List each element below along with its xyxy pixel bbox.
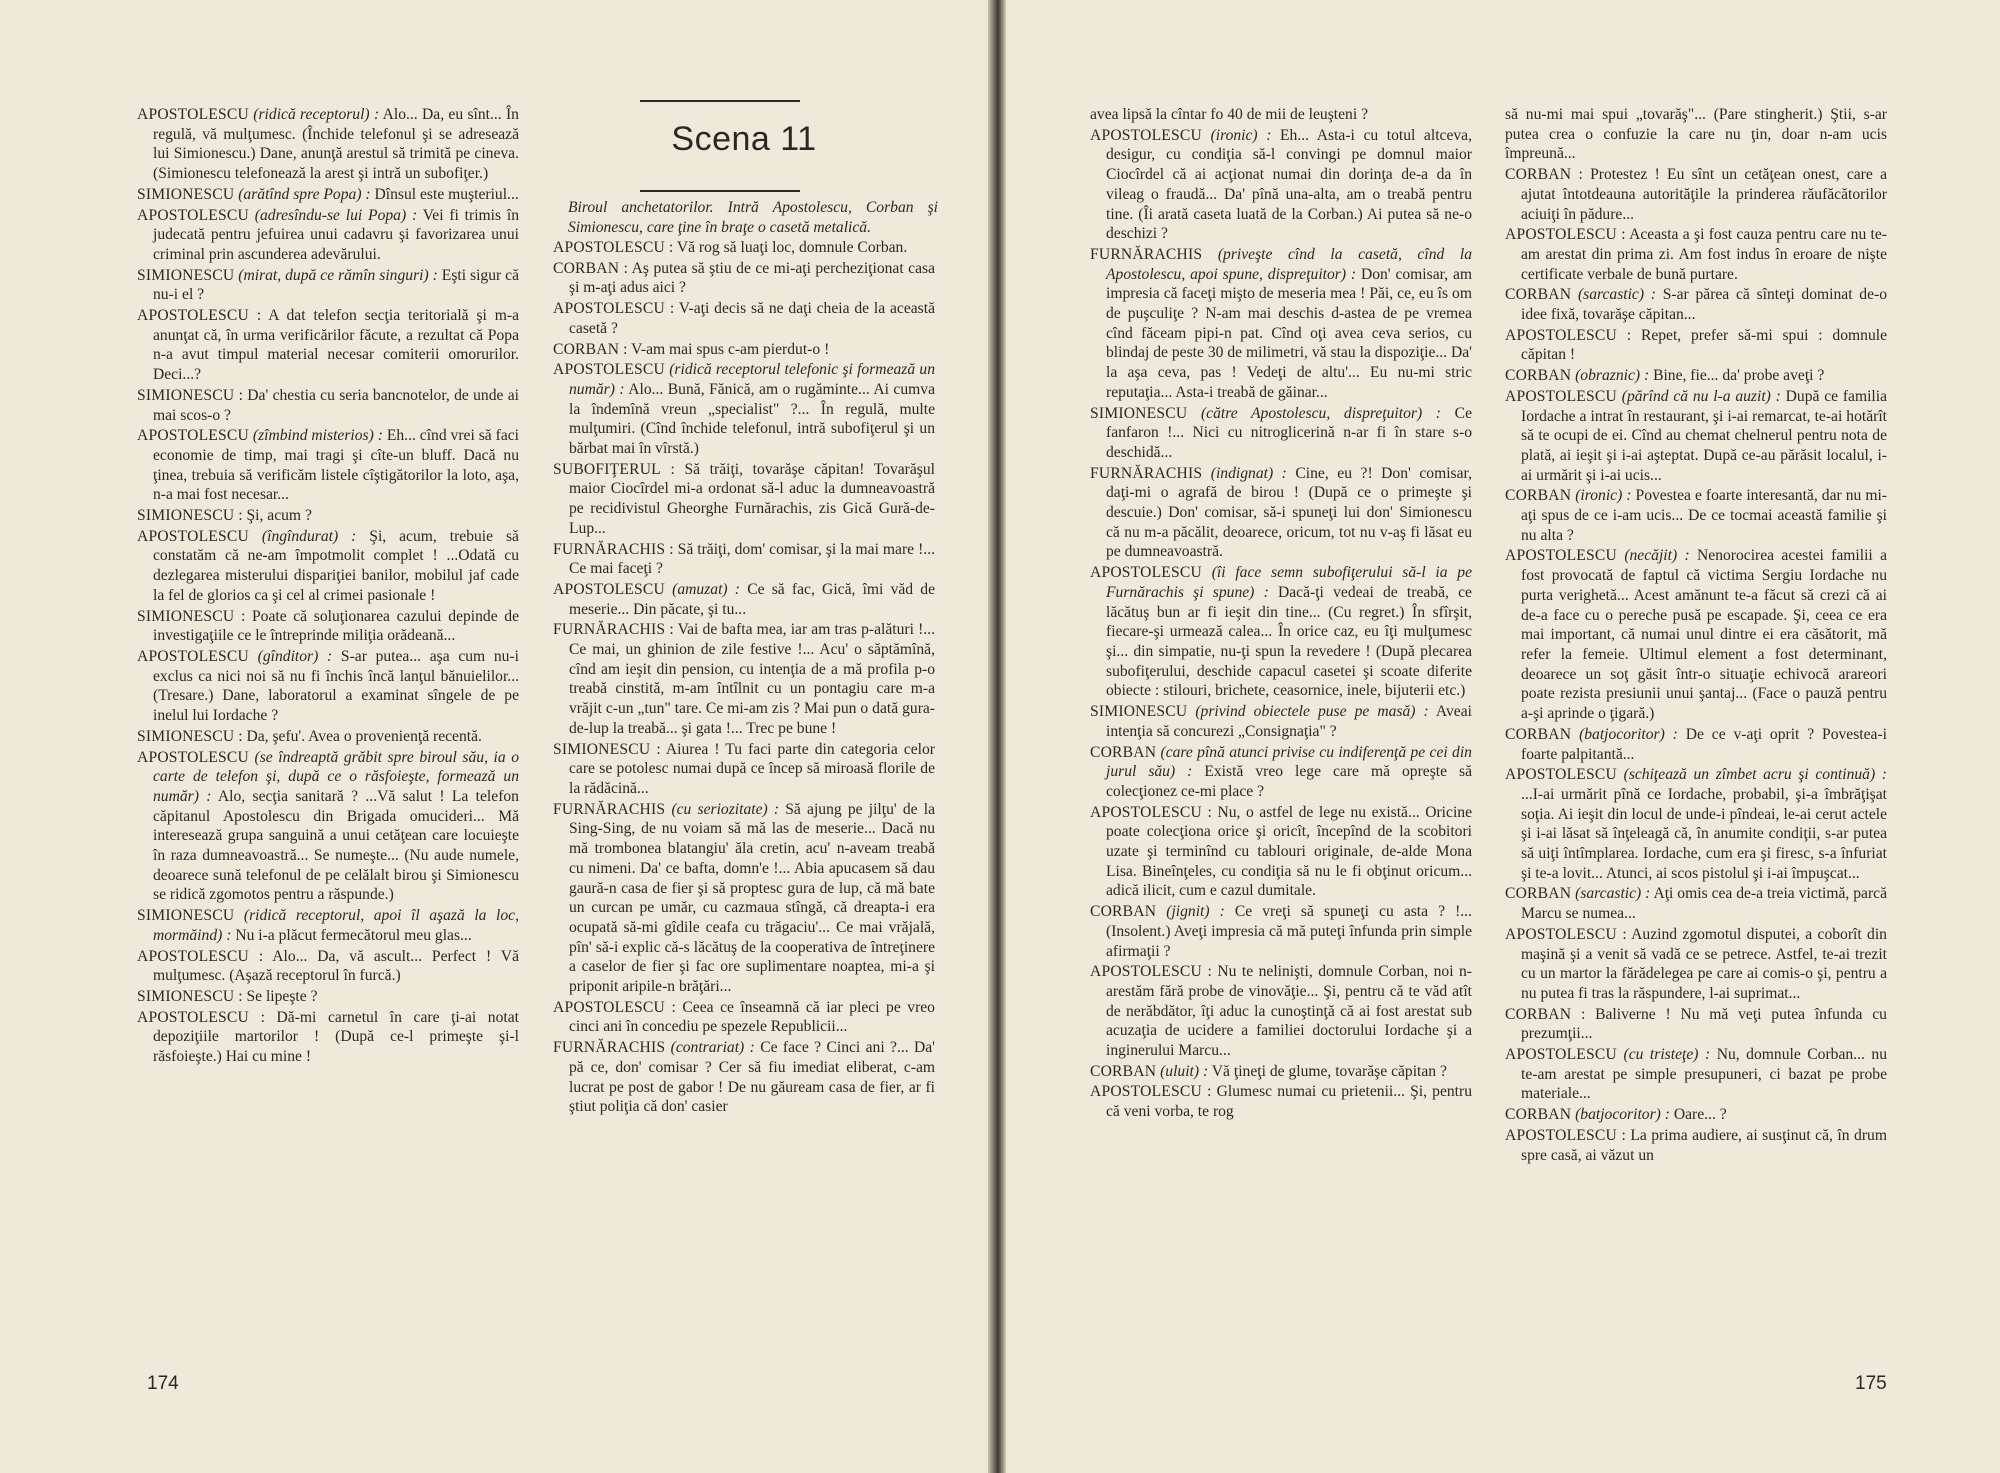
dialogue-text: Poate că soluţionarea cazului depinde de investigaţiile ce le întreprinde miliţia orădeană... <box>153 607 519 645</box>
dialogue-line <box>137 647 519 726</box>
dialogue-text: Ceea ce înseamnă că iar pleci pe vreo cinci ani în concediu pe spezele Republicii... <box>569 998 935 1036</box>
dialogue-text: Alo... Da, vă ascult... Perfect ! Vă mulţumesc. (Aşază receptorul în furcă.) <box>153 947 519 985</box>
dialogue-line <box>1505 326 1887 365</box>
speaker-name: SIMIONESCU <box>137 987 235 1005</box>
dialogue-text: De ce v-aţi oprit ? Povestea-i foarte palpitantă... <box>1521 725 1887 763</box>
dialogue-line <box>553 998 935 1037</box>
stage-direction: (ironic) : <box>1575 487 1632 505</box>
dialogue-line <box>553 800 935 997</box>
right-column-1 <box>1090 105 1472 1365</box>
dialogue-text: Alo... Bună, Fănică, am o rugăminte... Ai cumva la îndemînă vreun „specialist" ?... În regulă, multe mulţumiri. (Cînd închide telefonul, intră subofiţerul şi un bărbat mai în vîrstă.) <box>569 380 935 458</box>
speaker-name: CORBAN <box>1090 743 1157 761</box>
stage-direction: (ridică receptorul telefonic şi formează un număr) : <box>569 361 935 398</box>
stage-direction: (ironic) : <box>1210 126 1272 144</box>
speaker-name: APOSTOLESCU <box>1505 925 1617 943</box>
dialogue-text: Vei fi trimis în judecată pentru jefuirea unui cadavru şi favorizarea unui criminal prin ascunderea adevărului. <box>153 206 519 263</box>
speaker-name: APOSTOLESCU <box>1505 326 1617 344</box>
speaker-name: APOSTOLESCU <box>553 998 665 1016</box>
stage-direction: (obraznic) : <box>1575 367 1650 385</box>
dialogue-text: Oare... ? <box>1673 1106 1727 1124</box>
stage-direction: (necăjit) : <box>1624 547 1690 565</box>
dialogue-line <box>1090 1062 1472 1082</box>
stage-direction: : <box>1207 803 1212 821</box>
stage-direction: : <box>670 460 675 478</box>
dialogue-text: Glumesc numai cu prietenii... Şi, pentru că veni vorba, te rog <box>1106 1083 1472 1121</box>
dialogue-text: Eh... Asta-i cu totul altceva, desigur, cu condiţia să-l convingi pe domnul maior Ciocîrdel că ai acţionat numai din dorinţa de-a da în vileag o fraudă... Da' pînă una-alta, am o treabă pentru tine. (Îi arată caseta luată de la Corban.) Ai putea să ne-o deschizi ? <box>1106 126 1472 243</box>
dialogue-text: Cine, eu ?! Don' comisar, daţi-mi o agrafă de birou ! (După ce o primeşte şi descuie.) Don' comisar, să-i spuneţi lui don' Simionescu că nu m-a păcălit, deoarece, oricum, tot nu v-aş fi lăsat eu pe dumneavoastră. <box>1106 464 1472 561</box>
speaker-name: CORBAN <box>1090 1062 1157 1080</box>
dialogue-text: Aceasta a şi fost cauza pentru care nu te-am arestat din prima zi. Am fost indus în eroare de nişte certificate verbale de bună purtare. <box>1521 226 1887 283</box>
dialogue-text: Eşti sigur că nu-i el ? <box>153 266 519 304</box>
stage-direction: (gînditor) : <box>257 647 333 665</box>
stage-direction: (ridică receptorul) : <box>253 106 380 123</box>
dialogue-text: Şi, acum ? <box>246 507 312 525</box>
stage-direction: : <box>1207 1083 1212 1101</box>
stage-direction: (ridică receptorul, apoi îl aşază la loc, mormăind) : <box>153 907 519 944</box>
dialogue-line <box>137 1008 519 1067</box>
dialogue-line <box>1090 563 1472 701</box>
stage-direction: (îi face semn subofiţerului să-l ia pe Furnărachis şi spune) : <box>1106 564 1472 601</box>
dialogue-line <box>553 259 935 298</box>
stage-direction: (cu seriozitate) : <box>671 800 780 818</box>
dialogue-text: S-ar părea că sînteţi dominat de-o idee fixă, tovarăşe căpitan... <box>1521 286 1887 324</box>
stage-direction: : <box>623 259 629 277</box>
speaker-name: CORBAN <box>1505 725 1572 743</box>
speaker-name: APOSTOLESCU <box>137 947 249 965</box>
dialogue-text: Se lipeşte ? <box>246 987 318 1005</box>
dialogue-text: Nu te nelinişti, domnule Corban, noi n-arestăm fără probe de vinovăţie... Şi, pentru că te văd atît de nerăbdător, îţi aduc la cunoştinţă că ai fost arestat sub acuzaţia de ucidere a familiei doctorului Iordache şi a inginerului Marcu... <box>1106 963 1472 1060</box>
dialogue-text: După ce familia Iordache a intrat în restaurant, şi i-ai remarcat, te-ai hotărît să te ocupi de ei. Cînd au chemat chelnerul pentru nota de plată, ai ieşit şi i-ai aşteptat. După ce-au părăsit localul, i-ai urmărit şi i-ai ucis... <box>1521 387 1887 484</box>
speaker-name: APOSTOLESCU <box>137 1008 249 1026</box>
dialogue-line <box>137 987 519 1007</box>
dialogue-line <box>1090 962 1472 1061</box>
speaker-name: CORBAN <box>1505 367 1572 385</box>
stage-direction: (uluit) : <box>1160 1062 1209 1080</box>
dialogue-text: Ce vreţi să spuneţi cu asta ? !... (Insolent.) Aveţi impresia că mă puteţi înfunda prin simple afirmaţii ? <box>1106 903 1472 960</box>
right-column-2 <box>1505 105 1887 1365</box>
dialogue-text: Nu, domnule Corban... nu te-am arestat pe simple presupuneri, ci bazat pe probe materiale... <box>1521 1046 1887 1103</box>
dialogue-line <box>137 506 519 526</box>
stage-direction: : <box>669 540 674 558</box>
dialogue-line <box>1090 902 1472 961</box>
speaker-name: CORBAN <box>1505 1005 1572 1023</box>
dialogue-line <box>1090 803 1472 902</box>
stage-direction: : <box>671 998 676 1016</box>
dialogue-text: Da' chestia cu seria bancnotelor, de unde ai mai scos-o ? <box>153 386 519 424</box>
dialogue-line <box>553 340 935 360</box>
dialogue-line <box>1505 1005 1887 1044</box>
dialogue-line <box>137 206 519 265</box>
stage-direction: : <box>240 607 246 625</box>
speaker-name: APOSTOLESCU <box>1505 1126 1617 1144</box>
stage-direction: : <box>256 307 262 325</box>
speaker-name: FURNĂRACHIS <box>553 800 666 818</box>
page-number-right: 175 <box>1855 1373 1887 1394</box>
dialogue-text: Alo... Da, eu sînt... În regulă, vă mulţumesc. (Închide telefonul şi se adresează lui Simionescu.) Dane, anunţă arestul să trimită pe cineva. (Simionescu telefonează la arest şi intră un subofiţer.) <box>153 106 519 183</box>
dialogue-text: Să ajung pe jilţu' de la Sing-Sing, de nu voiam să mă las de meserie... Dacă nu mă trombonea blatangiu' ăla cretin, acu' n-aveam treabă cu nimeni. Da' ce bafta, domn'e !... Abia apucasem să dau gaură-n casa de fier şi să proptesc gura de lup, că mă bate un curcan pe umăr, cu cazmaua stîngă, că dreapta-i era ocupată să-mi gîdile ceafa cu trăgaciu'... Ce mai vrăjală, pîn' să-i explic că-s lăcătuş de la cooperativa de întreţinere a caselor de fier şi fac ore suplimentare noaptea, mi-a şi priponit aripile-n brăţări... <box>569 800 935 996</box>
dialogue-text: Ce face ? Cinci ani ?... Da' pă ce, don' comisar ? Cer să fiu imediat eliberat, c-am lucrat pe post de gabor ! De nu găuream casa de fier, ar fi ştiut poliţia că don' casier <box>569 1039 935 1116</box>
speaker-name: FURNĂRACHIS <box>553 1039 666 1057</box>
dialogue-line <box>137 185 519 205</box>
speaker-name: APOSTOLESCU <box>137 748 249 766</box>
dialogue-line <box>137 906 519 945</box>
stage-direction: : <box>1578 166 1583 184</box>
stage-direction: (indignat) : <box>1210 464 1287 482</box>
dialogue-line <box>1505 225 1887 284</box>
stage-direction: : <box>669 621 674 639</box>
dialogue-line <box>137 527 519 606</box>
dialogue-text: Dă-mi carnetul în care ţi-ai notat depoziţiile martorilor ! (După ce-l primeşte şi-l răsfoieşte.) Hai cu mine ! <box>153 1008 519 1066</box>
dialogue-line <box>553 540 935 579</box>
dialogue-text: Nu, o astfel de lege nu există... Oricine poate colecţiona orice şi oricît, începînd de la scobitori uzate şi terminînd cu tablouri originale, de-alde Mona Lisa. Bineînţeles, cu condiţia să nu le fi obţinut oricum... adică ilicit, cum e cazul dumitale. <box>1106 803 1472 900</box>
dialogue-line <box>137 607 519 646</box>
speaker-name: SIMIONESCU <box>1090 404 1188 422</box>
dialogue-text: Să trăiţi, dom' comisar, şi la mai mare !... Ce mai faceţi ? <box>569 540 935 578</box>
stage-direction: (îngîndurat) : <box>261 527 357 545</box>
stage-direction: : <box>1626 326 1632 344</box>
stage-direction: (zîmbind misterios) : <box>252 427 383 445</box>
stage-direction: (cu tristeţe) : <box>1623 1046 1711 1064</box>
speaker-name: SIMIONESCU <box>137 386 235 404</box>
dialogue-line <box>1505 387 1887 486</box>
dialogue-text: Vă ţineţi de glume, tovarăşe căpitan ? <box>1211 1062 1447 1080</box>
dialogue-line <box>553 620 935 738</box>
stage-direction: : <box>1207 963 1212 981</box>
dialogue-text: V-am mai spus c-am pierdut-o ! <box>631 340 830 358</box>
dialogue-text: Aţi omis cea de-a treia victimă, parcă Marcu se numea... <box>1521 885 1887 923</box>
dialogue-line <box>1090 702 1472 741</box>
speaker-name: APOSTOLESCU <box>137 427 249 445</box>
speaker-name: APOSTOLESCU <box>137 106 249 123</box>
dialogue-text: Dacă-ţi vedeai de treabă, ce lăcătuş bun ar fi ieşit din tine... (Cu regret.) În sfîrşit, fiecare-şi urmează calea... În orice caz, eu îţi mulţumesc şi... din simpatie, nu-ţi spun la revedere ! (După plecarea subofiţerului, deschide capacul casetei şi scoate diferite obiecte : stilouri, brichete, ceasornice, inele, bijuterii etc.) <box>1106 583 1472 700</box>
speaker-name: SIMIONESCU <box>137 607 235 625</box>
stage-direction: : <box>260 1008 265 1026</box>
speaker-name: APOSTOLESCU <box>1090 963 1202 981</box>
speaker-name: FURNĂRACHIS <box>1090 245 1203 263</box>
dialogue-text: A dat telefon secţia teritorială şi m-a anunţat că, în urma verificărilor făcute, a rezultat că Popa n-a avut timpul material necesar comiterii omorurilor. Deci...? <box>153 307 519 384</box>
dialogue-text: Baliverne ! Nu mă veţi putea înfunda cu prezumţii... <box>1521 1005 1887 1043</box>
page-number-left: 174 <box>147 1373 179 1394</box>
dialogue-text: Aş putea să ştiu de ce mi-aţi percheziţionat casa şi m-aţi adus aici ? <box>569 259 935 297</box>
dialogue-line <box>553 1038 935 1117</box>
stage-direction: (părînd că nu l-a auzit) : <box>1621 387 1781 405</box>
stage-direction: (arătînd spre Popa) : <box>238 185 371 203</box>
dialogue-line <box>137 306 519 385</box>
dialogue-text: Aiurea ! Tu faci parte din categoria celor care se potolesc numai după ce încep să miroasă florile de la rădăcină... <box>569 740 935 797</box>
speaker-name: APOSTOLESCU <box>1090 126 1202 144</box>
dialogue-text: Dînsul este muşteriul... <box>374 185 519 203</box>
dialogue-text: Da, şefu'. Avea o provenienţă recentă. <box>246 727 482 745</box>
speaker-name: APOSTOLESCU <box>553 361 665 379</box>
stage-direction: (se îndreaptă grăbit spre biroul său, ia o carte de telefon şi, după ce o răsfoieşte, formează un număr) : <box>153 748 519 805</box>
dialogue-line <box>137 266 519 305</box>
speaker-name: SIMIONESCU <box>137 266 235 284</box>
dialogue-text: Bine, fie... da' probe aveţi ? <box>1653 367 1825 385</box>
stage-direction: : <box>258 947 264 965</box>
stage-direction: : <box>656 740 661 758</box>
dialogue-text: Eh... cînd vrei să faci economie de timp, mai tragi şi cîte-un bluff. Dacă nu ţinea, trebuia să verificăm listele cîştigătorilor la loto, aşa, n-a mai fost necesar... <box>153 427 519 504</box>
dialogue-line <box>1090 245 1472 403</box>
speaker-name: APOSTOLESCU <box>1090 1083 1202 1101</box>
speaker-name: APOSTOLESCU <box>1505 547 1617 565</box>
stage-direction: : <box>669 300 675 318</box>
dialogue-text: Protestez ! Eu sînt un cetăţean onest, care a ajutat întotdeauna autorităţile la prinderea răufăcătorilor aciuiţi în pădure... <box>1521 166 1887 223</box>
left-column-2 <box>553 238 935 1348</box>
dialogue-line <box>1505 884 1887 923</box>
speaker-name: SIMIONESCU <box>1090 703 1188 721</box>
book-gutter <box>988 0 1006 1473</box>
stage-direction: (care pînă atunci privise cu indiferenţă pe cei din jurul său) : <box>1106 743 1472 781</box>
speaker-name: APOSTOLESCU <box>1505 226 1617 244</box>
dialogue-line <box>1505 765 1887 883</box>
speaker-name: APOSTOLESCU <box>1505 766 1617 784</box>
dialogue-text: Povestea e foarte interesantă, dar nu mi-aţi spus de ce i-am ucis... De ce tocmai această familie şi nu alta ? <box>1521 487 1887 544</box>
speaker-name: SUBOFIŢERUL <box>553 460 661 478</box>
speaker-name: APOSTOLESCU <box>1505 1046 1617 1064</box>
dialogue-text: Există vreo lege care mă opreşte să colecţionez ce-mi place ? <box>1106 763 1472 800</box>
stage-direction: (schiţează un zîmbet acru şi continuă) : <box>1623 766 1887 784</box>
scene-setting: Biroul anchetatorilor. Intră Apostolescu, Corban şi Simionescu, care ţine în braţe o casetă metalică. <box>568 199 938 236</box>
stage-direction: (sarcastic) : <box>1577 286 1656 304</box>
scene-title: Scena 11 <box>671 120 817 158</box>
dialogue-text: Să trăiţi, tovarăşe căpitan! Tovarăşul maior Ciocîrdel mi-a ordonat să-l aduc la dumneavoastră pe recidivistul Gheorghe Furnărachis, zis Gică Gură-de-Lup... <box>569 460 935 537</box>
dialogue-text: să nu-mi mai spui „tovarăş"... (Pare stingherit.) Ştii, s-ar putea crea o confuzie la care nu ţin, doar n-am ucis împreună... <box>1505 106 1887 163</box>
speaker-name: CORBAN <box>1505 286 1572 304</box>
speaker-name: APOSTOLESCU <box>1090 803 1202 821</box>
dialogue-text: ...I-ai urmărit pînă ce Iordache, probabil, şi-a îmbrăţişat soţia. Ai ieşit din locul de unde-i pîndeai, le-ai cerut actele şi i-ai lăsat să înţeleagă că, în anumite condiţii, s-ar putea să uiţi întîmplarea. Iordache, cum era şi firesc, s-a înfuriat şi te-a lovit... Atunci, ai scos pistolul şi i-ai împuşcat... <box>1521 785 1887 882</box>
dialogue-line <box>137 105 519 184</box>
dialogue-text: La prima audiere, ai susţinut că, în drum spre casă, ai văzut un <box>1521 1126 1887 1164</box>
speaker-name: SIMIONESCU <box>137 507 235 525</box>
dialogue-line <box>1505 486 1887 545</box>
speaker-name: CORBAN <box>1505 1106 1572 1124</box>
speaker-name: FURNĂRACHIS <box>1090 464 1203 482</box>
speaker-name: SIMIONESCU <box>137 727 235 745</box>
dialogue-line <box>1090 126 1472 244</box>
dialogue-line <box>137 748 519 906</box>
dialogue-text: Ce să fac, Gică, îmi văd de meserie... Din păcate, şi tu... <box>569 580 935 618</box>
stage-direction: : <box>1621 226 1626 244</box>
dialogue-text: Auzind zgomotul disputei, a coborît din maşină şi a venit să vadă ce se petrece. Astfel, te-ai trezit cu un martor la fărădelegea pe care ai comis-o şi, pentru a nu putea fi tras la răspundere, l-ai suprimat... <box>1521 925 1887 1002</box>
stage-direction: : <box>623 340 628 358</box>
stage-direction: (amuzat) : <box>672 580 741 598</box>
dialogue-line <box>1505 725 1887 764</box>
stage-direction: (jignit) : <box>1166 903 1225 921</box>
dialogue-text: Vai de bafta mea, iar am tras p-alături !... Ce mai, un ghinion de zile festive !... Acu' o săptămînă, cînd am ieşit din pension, cu intenţia de a mă profila p-o treabă cinstită, m-am întîlnit cu un pontagiu care m-a vrăjit c-un „tun" tare. Ce mi-am zis ? Mai pun o dată gura-de-lup la treabă... şi gata !... Trec pe bune ! <box>569 621 935 737</box>
speaker-name: FURNĂRACHIS <box>553 621 666 639</box>
dialogue-line <box>553 740 935 799</box>
dialogue-text: avea lipsă la cîntar fo 40 de mii de leuşteni ? <box>1090 106 1368 123</box>
dialogue-line <box>1505 105 1887 164</box>
speaker-name: CORBAN <box>1505 487 1572 505</box>
speaker-name: CORBAN <box>1090 903 1157 921</box>
dialogue-text: Don' comisar, am impresia că faceţi mişto de meseria mea ! Păi, ce, eu îs om de puşculiţe ? N-am mai deschis d-astea de pe vremea cînd făceam pipi-n pat. Cînd oţi avea ceva serios, cu blindaj de peste 30 de milimetri, vă stau la dispoziţie... Da' la aşa ceva, pas ! Vedeţi de altu'... Eu nu-mi stric reputaţia... Asta-i treabă de găinar... <box>1106 265 1472 401</box>
dialogue-line <box>1505 1105 1887 1125</box>
stage-direction: (batjocoritor) : <box>1575 1106 1670 1124</box>
dialogue-text: S-ar putea... aşa cum nu-i exclus ca nici noi să nu fi închis încă lanţul bănuielilor... (Tresare.) Dane, laboratorul a examinat sîngele de pe inelul lui Iordache ? <box>153 647 519 725</box>
dialogue-line <box>1505 366 1887 386</box>
dialogue-text: Alo, secţia sanitară ? ...Vă salut ! La telefon căpitanul Apostolescu din Brigada omucideri... Mă interesează grupa sanguină a unui cetăţean care locuieşte în raza dumneavoastră... Se numeşte... (Nu aude numele, deoarece sună telefonul de pe celălalt birou şi Simionescu se ridică zgomotos pentru a răspunde.) <box>153 787 519 904</box>
scene-rule-top <box>640 100 800 102</box>
stage-direction: (sarcastic) : <box>1575 885 1651 903</box>
stage-direction: (adresîndu-se lui Popa) : <box>254 206 418 224</box>
dialogue-line <box>137 426 519 505</box>
dialogue-text: Vă rog să luaţi loc, domnule Corban. <box>676 239 908 256</box>
dialogue-line <box>1505 1045 1887 1104</box>
dialogue-line <box>1505 546 1887 723</box>
dialogue-text: Aveai intenţia să concurezi „Consignaţia" ? <box>1106 703 1472 740</box>
dialogue-line <box>553 460 935 539</box>
dialogue-text: V-aţi decis să ne daţi cheia de la această casetă ? <box>569 300 935 337</box>
dialogue-line <box>1505 165 1887 224</box>
dialogue-line <box>553 299 935 338</box>
dialogue-line <box>553 360 935 459</box>
speaker-name: APOSTOLESCU <box>137 527 249 545</box>
stage-direction: : <box>1622 925 1627 943</box>
speaker-name: CORBAN <box>553 340 620 358</box>
speaker-name: APOSTOLESCU <box>1505 387 1617 405</box>
dialogue-line <box>1090 105 1472 125</box>
stage-direction: (contrariat) : <box>670 1039 755 1057</box>
speaker-name: APOSTOLESCU <box>553 239 665 256</box>
stage-direction: (batjocoritor) : <box>1579 725 1678 743</box>
speaker-name: SIMIONESCU <box>137 907 235 925</box>
dialogue-line <box>137 386 519 425</box>
speaker-name: APOSTOLESCU <box>553 300 665 318</box>
stage-direction: (priveşte cînd la casetă, cînd la Apostolescu, apoi spune, dispreţuitor) : <box>1106 245 1472 283</box>
dialogue-line <box>553 580 935 619</box>
speaker-name: CORBAN <box>1505 885 1572 903</box>
dialogue-line <box>1090 404 1472 463</box>
dialogue-line <box>137 727 519 747</box>
dialogue-line <box>1090 743 1472 802</box>
stage-direction: : <box>1621 1126 1626 1144</box>
speaker-name: SIMIONESCU <box>553 740 651 758</box>
dialogue-text: Nenorocirea acestei familii a fost provocată de faptul că victima Sergiu Iordache nu purta verighetă... Acest amănunt te-a făcut să crezi că ai de-a face cu o pereche pusă pe escapade. Şi, ceea ce era mai important, că numai unul dintre ei era căsătorit, mă refer la femeie. Ultimul element a fost determinant, deoarece un soţ găsit într-o situaţie echivocă arareori poate rezista presiunii unui şantaj... (Face o pauză pentru a-şi aprinde o ţigară.) <box>1521 547 1887 723</box>
stage-direction: : <box>238 386 243 404</box>
dialogue-line <box>1090 1082 1472 1121</box>
dialogue-line <box>137 947 519 986</box>
stage-direction: (către Apostolescu, dispreţuitor) : <box>1200 404 1442 422</box>
dialogue-line <box>1505 285 1887 324</box>
dialogue-text: Şi, acum, trebuie să constatăm că ne-am împotmolit complet ! ...Odată cu dezlegarea misterului dispariţiei banilor, mobilul jaf cade la fel de glorios ca şi cel al crimei pasionale ! <box>153 527 519 604</box>
stage-direction: : <box>238 987 243 1005</box>
speaker-name: CORBAN <box>553 259 620 277</box>
speaker-name: APOSTOLESCU <box>137 206 249 224</box>
speaker-name: APOSTOLESCU <box>137 647 249 665</box>
dialogue-line <box>1505 925 1887 1004</box>
left-column-1 <box>137 105 519 1365</box>
stage-direction: (mirat, după ce rămîn singuri) : <box>238 266 438 284</box>
speaker-name: FURNĂRACHIS <box>553 540 666 558</box>
speaker-name: APOSTOLESCU <box>1090 564 1202 582</box>
dialogue-line <box>1505 1126 1887 1165</box>
stage-direction: : <box>668 239 674 256</box>
stage-direction: : <box>238 507 243 525</box>
stage-direction: : <box>238 727 243 745</box>
stage-direction: (privind obiectele puse pe masă) : <box>1195 703 1429 721</box>
dialogue-text: Ce fanfaron !... Nici cu nitroglicerină n-ar fi în stare s-o deschidă... <box>1106 404 1472 461</box>
stage-direction: : <box>1580 1005 1586 1023</box>
dialogue-text: Repet, prefer să-mi spui : domnule căpitan ! <box>1521 326 1887 364</box>
speaker-name: SIMIONESCU <box>137 185 235 203</box>
speaker-name: CORBAN <box>1505 166 1572 184</box>
dialogue-line <box>553 238 935 258</box>
speaker-name: APOSTOLESCU <box>553 580 665 598</box>
dialogue-text: Nu i-a plăcut fermecătorul meu glas... <box>235 926 472 944</box>
dialogue-line <box>1090 464 1472 563</box>
speaker-name: APOSTOLESCU <box>137 307 249 325</box>
scene-rule-bottom <box>640 190 800 192</box>
